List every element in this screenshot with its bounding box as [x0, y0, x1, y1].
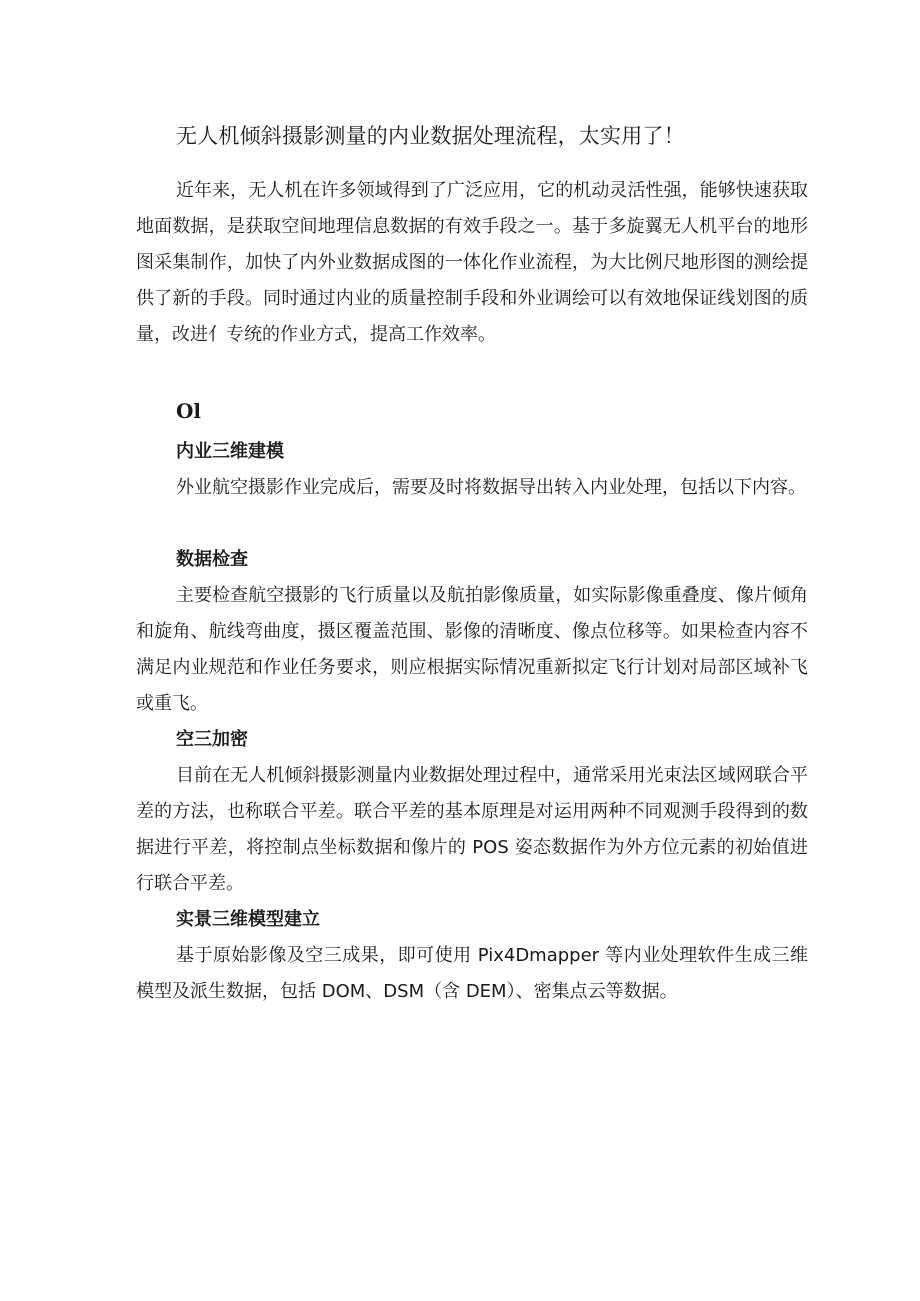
heading-realistic-3d-model: 实景三维模型建立: [176, 909, 320, 930]
heading-aerotriangulation: 空三加密: [176, 729, 248, 750]
intro-paragraph: 近年来，无人机在许多领域得到了广泛应用，它的机动灵活性强，能够快速获取地面数据，是获取空间地理信息数据的有效手段之一。基于多旋翼无人机平台的地形图采集制作，加快了内外业数据成图的一体化作业流程，为大比例尺地形图的测绘提供了新的手段。同时通过内业的质量控制手段和外业调绘可以有效地保证线划图的质量，改进亻专统的作业方式，提高工作效率。: [136, 180, 808, 345]
section-number: Ol: [176, 399, 202, 423]
paragraph-data-check: 主要检查航空摄影的飞行质量以及航拍影像质量，如实际影像重叠度、像片倾角和旋角、航线弯曲度，摄区覆盖范围、影像的清晰度、像点位移等。如果检查内容不满足内业规范和作业任务要求，则应根据实际情况重新拟定飞行计划对局部区域补飞或重飞。: [136, 585, 808, 714]
paragraph-realistic-3d-model: 基于原始影像及空三成果，即可使用 Pix4Dmapper 等内业处理软件生成三维模型及派生数据，包括 DOM、DSM（含 DEM）、密集点云等数据。: [136, 945, 808, 1002]
document-title: 无人机倾斜摄影测量的内业数据处理流程，太实用了！: [176, 124, 685, 148]
heading-data-check: 数据检查: [176, 549, 248, 570]
paragraph-inner-3d-modeling: 外业航空摄影作业完成后，需要及时将数据导出转入内业处理，包括以下内容。: [176, 477, 806, 498]
paragraph-aerotriangulation: 目前在无人机倾斜摄影测量内业数据处理过程中，通常采用光束法区域网联合平差的方法，也称联合平差。联合平差的基本原理是对运用两种不同观测手段得到的数据进行平差，将控制点坐标数据和像片的 POS 姿态数据作为外方位元素的初始值进行联合平差。: [136, 765, 808, 894]
heading-inner-3d-modeling: 内业三维建模: [176, 441, 284, 462]
